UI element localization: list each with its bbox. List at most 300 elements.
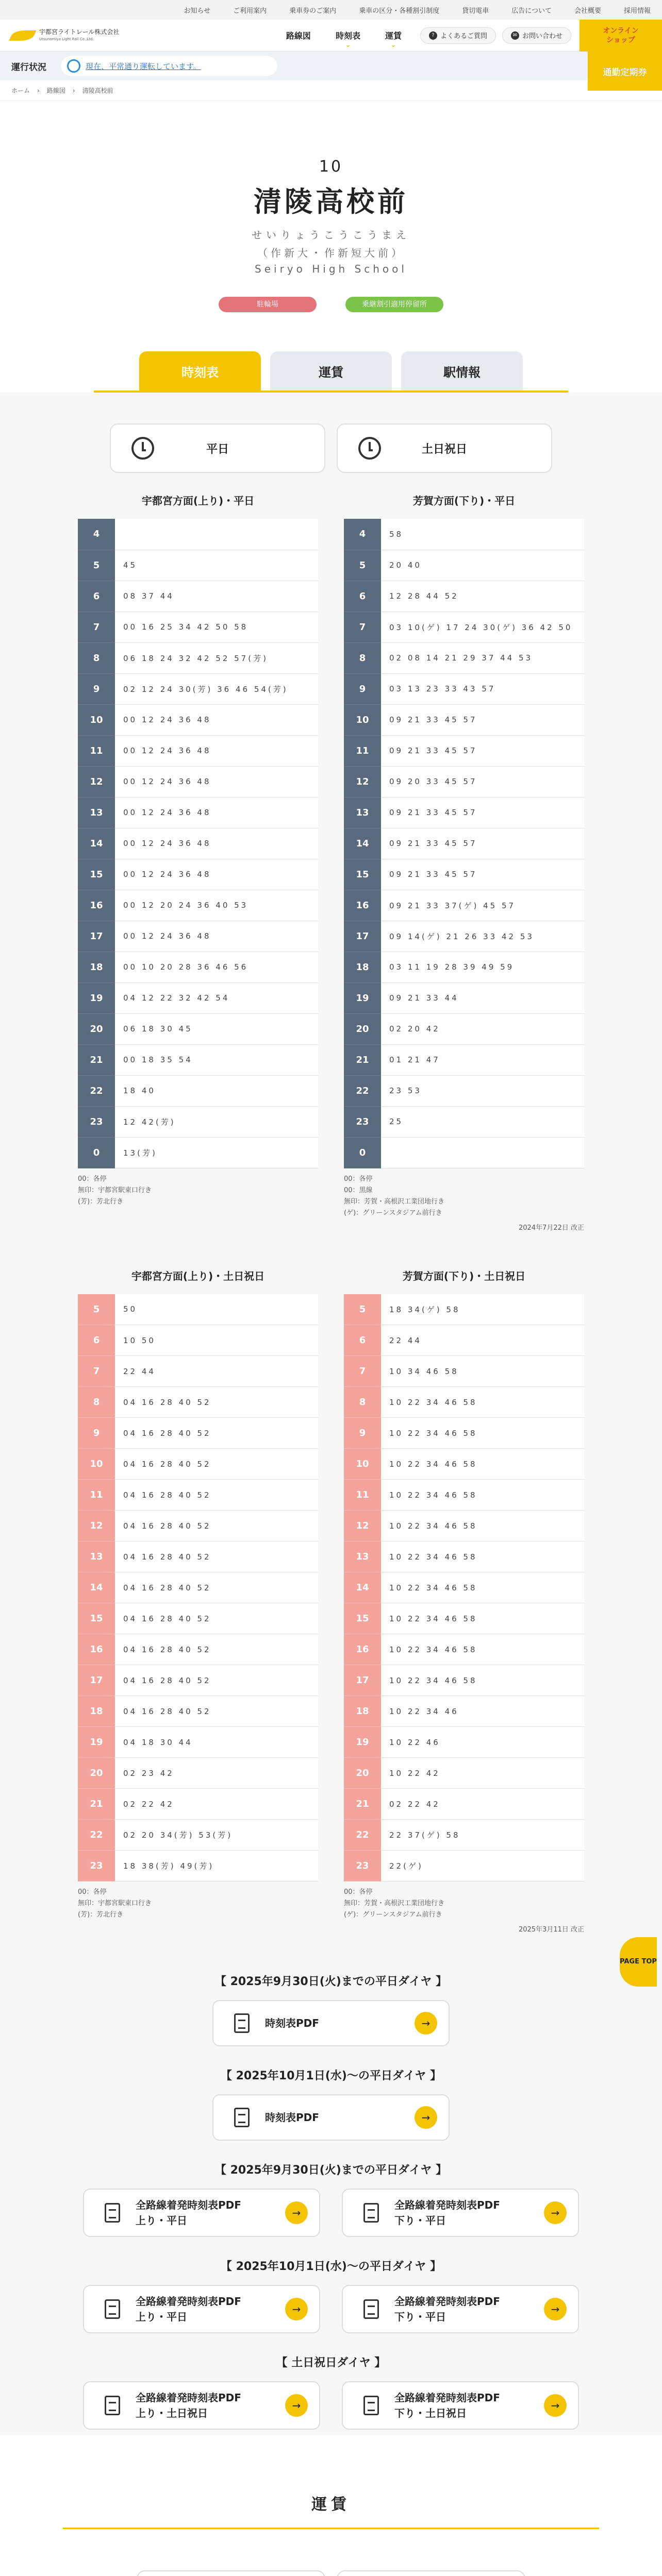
document-icon	[363, 2299, 379, 2319]
pdf-all-label: 全路線着発時刻表PDF	[136, 2295, 241, 2308]
holiday-down-table	[344, 1294, 584, 1882]
minutes-cell: 04 16 28 40 52	[115, 1541, 318, 1572]
service-status-bar	[0, 52, 662, 80]
hour-cell: 21	[344, 1044, 381, 1075]
timetable-row	[344, 550, 584, 581]
tag-transfer-discount: 乗継割引適用停留所	[345, 297, 443, 312]
minutes-cell: 20 40	[381, 550, 584, 581]
holiday-down-timetable	[344, 1268, 584, 1921]
timetable-row	[344, 704, 584, 735]
status-label: 運行状況	[11, 62, 46, 73]
pdf-all-label: 全路線着発時刻表PDF	[394, 2199, 500, 2211]
disability-pass-button[interactable]	[337, 2570, 525, 2576]
timetable-row	[344, 1696, 584, 1727]
station-subname: （作新大・作新短大前）	[257, 247, 405, 259]
hour-cell: 18	[344, 952, 381, 982]
hour-cell: 6	[344, 581, 381, 612]
contact-button[interactable]	[502, 27, 571, 44]
minutes-cell: 09 21 33 45 57	[381, 704, 584, 735]
weekday-up-title: 宇都宮方面(上り)・平日	[141, 495, 255, 507]
holiday-up-title: 宇都宮方面(上り)・土日祝日	[131, 1269, 265, 1282]
hour-cell: 9	[344, 673, 381, 704]
pdf-all-label: 全路線着発時刻表PDF	[136, 2392, 241, 2404]
minutes-cell: 10 22 34 46 58	[381, 1480, 584, 1511]
timetable-row	[78, 1106, 318, 1137]
timetable-row	[344, 1789, 584, 1820]
pdf-dir-label: 上り・土日祝日	[136, 2407, 208, 2419]
hour-cell: 9	[78, 1418, 115, 1449]
question-icon: ?	[429, 31, 437, 40]
timetable-note: 00：各停	[78, 1888, 107, 1896]
hour-cell: 14	[344, 828, 381, 859]
minutes-cell: 09 21 33 45 57	[381, 797, 584, 828]
pdf-pair-3	[0, 2189, 662, 2237]
minutes-cell: 08 37 44	[115, 581, 318, 612]
faq-label: よくあるご質問	[440, 32, 487, 40]
pdf-all-label: 全路線着発時刻表PDF	[394, 2392, 500, 2404]
timetable-note: (ゲ)：グリーンスタジアム前行き	[344, 1911, 442, 1919]
all-lines-pdf-down-weekday[interactable]	[342, 2189, 579, 2237]
fare-buttons	[0, 2570, 662, 2576]
hour-cell: 7	[344, 612, 381, 642]
hour-cell: 13	[344, 1541, 381, 1572]
nav-timetable[interactable]: 時刻表 ⌄	[323, 20, 373, 52]
timetable-row	[78, 1418, 318, 1449]
hour-cell: 20	[78, 1758, 115, 1789]
timetable-row	[78, 1634, 318, 1665]
minutes-cell: 04 16 28 40 52	[115, 1665, 318, 1696]
minutes-cell: 10 22 34 46 58	[381, 1541, 584, 1572]
timetable-row	[78, 1449, 318, 1480]
minutes-cell: 02 23 42	[115, 1758, 318, 1789]
hour-cell: 7	[78, 1356, 115, 1387]
arrow-right-icon: →	[285, 2394, 308, 2417]
weekday-label: 平日	[206, 443, 229, 456]
hour-cell: 19	[344, 982, 381, 1013]
hour-cell: 7	[344, 1356, 381, 1387]
timetable-row	[78, 519, 318, 550]
timetable-row	[344, 1044, 584, 1075]
arrow-right-icon: →	[544, 2298, 567, 2320]
hour-cell: 17	[344, 1665, 381, 1696]
timetable-row	[344, 581, 584, 612]
minutes-cell: 00 12 20 24 36 40 53	[115, 890, 318, 921]
mail-icon: ✉	[511, 31, 519, 40]
timetable-row	[78, 766, 318, 797]
hour-cell: 5	[344, 1294, 381, 1325]
hour-cell: 17	[344, 921, 381, 952]
timetable-row	[344, 642, 584, 673]
hour-cell: 20	[344, 1013, 381, 1044]
minutes-cell: 10 50	[115, 1325, 318, 1356]
hour-cell: 17	[78, 1665, 115, 1696]
hour-cell: 10	[78, 1449, 115, 1480]
commuter-pass-button[interactable]: 通勤定期券	[588, 52, 662, 91]
breadcrumb: ホーム › 路線図 › 清陵高校前	[0, 80, 662, 101]
fare-section	[0, 2492, 662, 2576]
weekday-button[interactable]	[110, 423, 325, 473]
minutes-cell	[381, 1137, 584, 1168]
document-icon	[105, 2396, 120, 2415]
hour-cell: 15	[78, 1603, 115, 1634]
utility-nav-link[interactable]: ご利用案内	[233, 7, 267, 15]
logo-en: Utsunomiya Light Rail Co.,Ltd.	[39, 37, 94, 41]
pdf-heading-3: 【 2025年9月30日(火)までの平日ダイヤ 】	[214, 2164, 448, 2177]
holiday-up-timetable	[78, 1268, 318, 1921]
minutes-cell: 02 20 34(芳) 53(芳)	[115, 1820, 318, 1851]
document-icon	[234, 2108, 250, 2127]
all-lines-pdf-up-weekday-new[interactable]	[83, 2285, 320, 2333]
timetable-row	[78, 1820, 318, 1851]
breadcrumb-route-map[interactable]: 路線図	[46, 87, 65, 94]
nav-fare[interactable]: 運賃 ⌄	[373, 20, 414, 52]
status-message-link[interactable]	[61, 56, 277, 76]
utility-nav-link[interactable]: 乗車の区分・各種割引制度	[359, 7, 440, 15]
utility-nav-link[interactable]: お知らせ	[184, 7, 211, 15]
minutes-cell: 06 18 24 32 42 52 57(芳)	[115, 642, 318, 673]
timetable-row	[78, 797, 318, 828]
timetable-row	[78, 1137, 318, 1168]
arrow-right-icon: →	[285, 2201, 308, 2224]
pdf-label: 時刻表PDF	[265, 2111, 319, 2124]
minutes-cell: 00 12 24 36 48	[115, 859, 318, 890]
minutes-cell: 18 38(芳) 49(芳)	[115, 1851, 318, 1882]
hour-cell: 22	[344, 1075, 381, 1106]
minutes-cell: 50	[115, 1294, 318, 1325]
minutes-cell: 22 44	[381, 1325, 584, 1356]
hour-cell: 18	[78, 1696, 115, 1727]
minutes-cell: 10 22 34 46 58	[381, 1572, 584, 1603]
pdf-heading-1: 【 2025年9月30日(火)までの平日ダイヤ 】	[214, 1975, 448, 1988]
timetable-row	[78, 1387, 318, 1418]
minutes-cell: 03 11 19 28 39 49 59	[381, 952, 584, 982]
hour-cell: 11	[344, 1480, 381, 1511]
holiday-updated: 2025年3月11日 改正	[518, 1926, 584, 1934]
timetable-row	[78, 1480, 318, 1511]
timetable-row	[344, 952, 584, 982]
timetable-row	[78, 673, 318, 704]
holiday-timetables	[0, 1268, 662, 1921]
station-kana: せいりょうこうこうまえ	[252, 229, 410, 241]
weekday-up-timetable	[78, 493, 318, 1219]
timetable-row	[344, 1387, 584, 1418]
pdf-dir-label: 上り・平日	[136, 2214, 187, 2227]
timetable-row	[78, 1665, 318, 1696]
hour-cell: 9	[344, 1418, 381, 1449]
minutes-cell: 10 22 34 46 58	[381, 1449, 584, 1480]
weekday-timetables	[0, 493, 662, 1219]
minutes-cell: 03 13 23 33 43 57	[381, 673, 584, 704]
station-header	[0, 101, 662, 312]
minutes-cell: 04 18 30 44	[115, 1727, 318, 1758]
pdf-all-label: 全路線着発時刻表PDF	[136, 2199, 241, 2211]
holiday-label: 土日祝日	[421, 443, 467, 456]
timetable-pdf-button-2[interactable]	[212, 2094, 450, 2141]
online-shop-button[interactable]	[580, 20, 662, 52]
timetable-note: 00：各停	[78, 1175, 107, 1183]
all-lines-pdf-down-weekday-new[interactable]	[342, 2285, 579, 2333]
minutes-cell: 18 40	[115, 1075, 318, 1106]
timetable-row	[344, 1541, 584, 1572]
minutes-cell: 09 21 33 45 57	[381, 828, 584, 859]
clock-icon	[131, 437, 154, 460]
timetable-row	[344, 1106, 584, 1137]
hour-cell: 21	[344, 1789, 381, 1820]
minutes-cell: 12 42(芳)	[115, 1106, 318, 1137]
minutes-cell: 04 12 22 32 42 54	[115, 982, 318, 1013]
weekday-down-notes	[344, 1174, 584, 1219]
minutes-cell: 02 22 42	[115, 1789, 318, 1820]
hour-cell: 16	[78, 1634, 115, 1665]
timetable-row	[78, 859, 318, 890]
document-icon	[105, 2299, 120, 2319]
minutes-cell: 01 21 47	[381, 1044, 584, 1075]
timetable-note: (ゲ)：グリーンスタジアム前行き	[344, 1209, 442, 1217]
site-header	[0, 20, 662, 52]
minutes-cell: 00 18 35 54	[115, 1044, 318, 1075]
timetable-row	[344, 1758, 584, 1789]
minutes-cell: 18 34(ゲ) 58	[381, 1294, 584, 1325]
hour-cell: 8	[78, 1387, 115, 1418]
utility-nav-link[interactable]: 採用情報	[623, 7, 651, 15]
hour-cell: 19	[344, 1727, 381, 1758]
timetable-row	[78, 1603, 318, 1634]
utility-nav-link[interactable]: 広告について	[511, 7, 552, 15]
minutes-cell: 03 10(ゲ) 17 24 30(ゲ) 36 42 50	[381, 612, 584, 642]
minutes-cell: 00 10 20 28 36 46 56	[115, 952, 318, 982]
timetable-row	[78, 1789, 318, 1820]
child-pass-button[interactable]	[137, 2570, 325, 2576]
hour-cell: 23	[78, 1851, 115, 1882]
minutes-cell: 02 20 42	[381, 1013, 584, 1044]
minutes-cell: 09 21 33 45 57	[381, 859, 584, 890]
holiday-button[interactable]	[337, 423, 552, 473]
timetable-row	[344, 1075, 584, 1106]
hour-cell: 16	[344, 890, 381, 921]
minutes-cell	[115, 519, 318, 550]
timetable-area	[0, 393, 662, 2435]
hour-cell: 16	[78, 890, 115, 921]
minutes-cell: 12 28 44 52	[381, 581, 584, 612]
timetable-row	[78, 890, 318, 921]
arrow-right-icon: →	[544, 2394, 567, 2417]
holiday-up-notes	[78, 1887, 318, 1921]
timetable-row	[78, 828, 318, 859]
timetable-row	[344, 735, 584, 766]
hour-cell: 11	[78, 1480, 115, 1511]
minutes-cell: 06 18 30 45	[115, 1013, 318, 1044]
timetable-row	[344, 921, 584, 952]
minutes-cell: 04 16 28 40 52	[115, 1387, 318, 1418]
timetable-row	[344, 673, 584, 704]
arrow-right-icon: →	[415, 2012, 437, 2035]
minutes-cell: 10 22 34 46 58	[381, 1387, 584, 1418]
minutes-cell: 10 34 46 58	[381, 1356, 584, 1387]
hour-cell: 6	[344, 1325, 381, 1356]
minutes-cell: 58	[381, 519, 584, 550]
weekday-updated: 2024年7月22日 改正	[518, 1224, 584, 1232]
minutes-cell: 00 16 25 34 42 50 58	[115, 612, 318, 642]
timetable-row	[78, 1294, 318, 1325]
minutes-cell: 00 12 24 36 48	[115, 797, 318, 828]
shop-label-1: オンライン	[603, 26, 639, 35]
hour-cell: 0	[78, 1137, 115, 1168]
hour-cell: 16	[344, 1634, 381, 1665]
page-top-button[interactable]: PAGE TOP	[620, 1937, 657, 1987]
nav-route-map[interactable]: 路線図	[286, 31, 311, 41]
minutes-cell: 04 16 28 40 52	[115, 1696, 318, 1727]
hour-cell: 0	[344, 1137, 381, 1168]
hour-cell: 10	[78, 704, 115, 735]
tab-station-info[interactable]: 駅情報	[401, 351, 523, 391]
all-lines-pdf-up-weekday[interactable]	[83, 2189, 320, 2237]
minutes-cell: 22 44	[115, 1356, 318, 1387]
hour-cell: 9	[78, 673, 115, 704]
minutes-cell: 10 22 34 46 58	[381, 1603, 584, 1634]
minutes-cell: 04 16 28 40 52	[115, 1634, 318, 1665]
minutes-cell: 02 22 42	[381, 1789, 584, 1820]
timetable-pdf-button-1[interactable]	[212, 2000, 450, 2046]
station-tags	[0, 297, 662, 312]
hour-cell: 21	[78, 1789, 115, 1820]
hour-cell: 8	[344, 1387, 381, 1418]
minutes-cell: 10 22 34 46 58	[381, 1511, 584, 1541]
minutes-cell: 00 12 24 36 48	[115, 766, 318, 797]
minutes-cell: 02 08 14 21 29 37 44 53	[381, 642, 584, 673]
hour-cell: 23	[78, 1106, 115, 1137]
timetable-row	[344, 1013, 584, 1044]
all-lines-pdf-down-holiday[interactable]	[342, 2381, 579, 2430]
hour-cell: 13	[78, 1541, 115, 1572]
minutes-cell: 23 53	[381, 1075, 584, 1106]
weekday-up-table	[78, 519, 318, 1168]
utility-nav-link[interactable]: 会社概要	[574, 7, 601, 15]
main-nav	[274, 20, 662, 52]
timetable-row	[344, 1634, 584, 1665]
holiday-down-title: 芳賀方面(下り)・土日祝日	[402, 1269, 526, 1282]
timetable-row	[344, 1356, 584, 1387]
timetable-row	[344, 612, 584, 642]
timetable-row	[78, 581, 318, 612]
minutes-cell: 04 16 28 40 52	[115, 1449, 318, 1480]
utility-nav-link[interactable]: 乗車券のご案内	[289, 7, 337, 15]
hour-cell: 18	[78, 952, 115, 982]
hour-cell: 21	[78, 1044, 115, 1075]
minutes-cell: 10 22 34 46 58	[381, 1418, 584, 1449]
faq-button[interactable]	[420, 27, 496, 44]
timetable-row	[78, 921, 318, 952]
timetable-row	[78, 1356, 318, 1387]
hour-cell: 19	[78, 982, 115, 1013]
timetable-row	[78, 735, 318, 766]
hour-cell: 17	[78, 921, 115, 952]
timetable-note: 00：各停	[344, 1888, 373, 1896]
timetable-note: (芳)：芳北行き	[78, 1911, 124, 1919]
timetable-row	[78, 1075, 318, 1106]
timetable-row	[344, 766, 584, 797]
minutes-cell: 10 22 46	[381, 1727, 584, 1758]
pdf-dir-label: 上り・平日	[136, 2311, 187, 2323]
breadcrumb-home[interactable]: ホーム	[11, 87, 30, 94]
minutes-cell: 04 16 28 40 52	[115, 1572, 318, 1603]
logo-mark-icon	[11, 27, 35, 44]
pdf-label: 時刻表PDF	[265, 2017, 319, 2029]
hour-cell: 22	[78, 1820, 115, 1851]
timetable-row	[344, 1449, 584, 1480]
hour-cell: 23	[344, 1851, 381, 1882]
weekday-down-table	[344, 519, 584, 1168]
utility-nav	[0, 0, 662, 20]
timetable-note: 無印：宇都宮駅東口行き	[78, 1900, 152, 1907]
timetable-row	[344, 1727, 584, 1758]
all-lines-pdf-up-holiday[interactable]	[83, 2381, 320, 2430]
pdf-heading-2: 【 2025年10月1日(水)～の平日ダイヤ 】	[220, 2070, 442, 2082]
hour-cell: 13	[78, 797, 115, 828]
tab-timetable[interactable]: 時刻表	[139, 351, 261, 391]
pdf-dir-label: 下り・平日	[394, 2311, 446, 2323]
minutes-cell: 09 14(ゲ) 21 26 33 42 53	[381, 921, 584, 952]
pdf-all-label: 全路線着発時刻表PDF	[394, 2295, 500, 2308]
hour-cell: 15	[344, 1603, 381, 1634]
tab-fare[interactable]: 運賃	[270, 351, 392, 391]
timetable-row	[78, 1013, 318, 1044]
site-logo[interactable]	[11, 27, 119, 44]
minutes-cell: 09 21 33 37(ゲ) 45 57	[381, 890, 584, 921]
hour-cell: 7	[78, 612, 115, 642]
pdf-pair-4	[0, 2285, 662, 2333]
utility-nav-link[interactable]: 貸切電車	[462, 7, 489, 15]
hour-cell: 22	[344, 1820, 381, 1851]
timetable-row	[344, 1480, 584, 1511]
hour-cell: 18	[344, 1696, 381, 1727]
minutes-cell: 10 22 42	[381, 1758, 584, 1789]
minutes-cell: 45	[115, 550, 318, 581]
hour-cell: 14	[344, 1572, 381, 1603]
timetable-row	[344, 859, 584, 890]
document-icon	[234, 2013, 250, 2033]
contact-label: お問い合わせ	[522, 32, 562, 40]
timetable-row	[344, 797, 584, 828]
hour-cell: 19	[78, 1727, 115, 1758]
minutes-cell: 10 22 34 46 58	[381, 1665, 584, 1696]
timetable-row	[344, 1294, 584, 1325]
hour-cell: 6	[78, 581, 115, 612]
timetable-row	[78, 1851, 318, 1882]
hour-cell: 4	[78, 519, 115, 550]
timetable-row	[78, 952, 318, 982]
minutes-cell: 25	[381, 1106, 584, 1137]
status-circle-icon	[67, 59, 80, 73]
timetable-note: (芳)：芳北行き	[78, 1197, 124, 1206]
timetable-row	[344, 1851, 584, 1882]
minutes-cell: 09 20 33 45 57	[381, 766, 584, 797]
hour-cell: 5	[344, 550, 381, 581]
minutes-cell: 04 16 28 40 52	[115, 1603, 318, 1634]
holiday-up-table	[78, 1294, 318, 1882]
pdf-section-3	[0, 2161, 662, 2237]
pdf-section-1	[0, 1973, 662, 2046]
hour-cell: 6	[78, 1325, 115, 1356]
document-icon	[105, 2203, 120, 2223]
hour-cell: 4	[344, 519, 381, 550]
fare-divider	[63, 2528, 599, 2529]
timetable-row	[344, 519, 584, 550]
timetable-row	[344, 828, 584, 859]
pdf-section-5	[0, 2354, 662, 2435]
logo-name: 宇都宮ライトレール株式会社	[39, 28, 120, 36]
hour-cell: 20	[344, 1758, 381, 1789]
timetable-row	[78, 612, 318, 642]
